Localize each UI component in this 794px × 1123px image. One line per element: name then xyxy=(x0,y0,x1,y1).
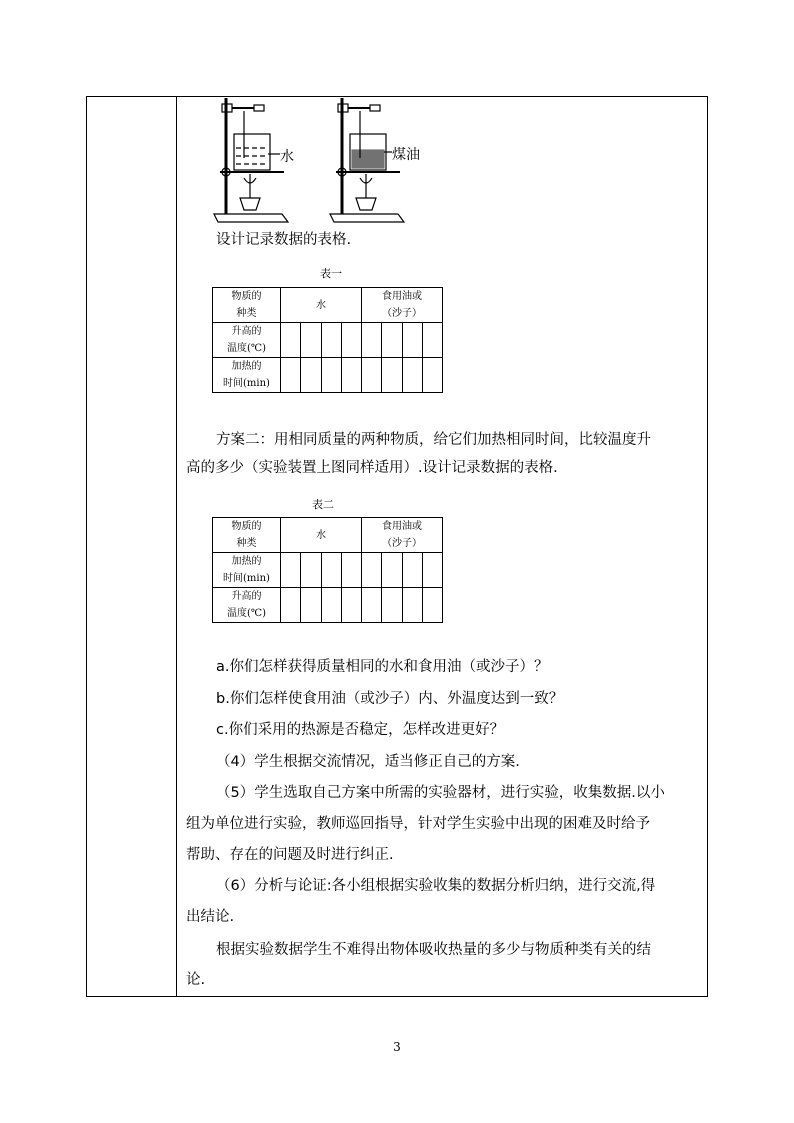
table-row xyxy=(213,553,443,588)
table2-row2-label: 升高的 温度(℃) xyxy=(213,588,281,623)
table2-oil-header: 食用油或 （沙子） xyxy=(362,518,443,553)
table2-water-header: 水 xyxy=(281,518,362,553)
table2-caption: 表二 xyxy=(312,498,334,511)
question-c: c.你们采用的热源是否稳定，怎样改进更好？ xyxy=(216,722,505,738)
table1-row1-label: 升高的 温度(℃) xyxy=(213,323,281,358)
plan2-line2: 高的多少（实验装置上图同样适用）.设计记录数据的表格. xyxy=(186,460,558,476)
table1-type-header: 物质的 种类 xyxy=(213,288,281,323)
table2-row1-label: 加热的 时间(min) xyxy=(213,553,281,588)
water-label: 水 xyxy=(280,149,294,165)
step-5-line3: 帮助、存在的问题及时进行纠正. xyxy=(186,847,394,863)
table1-oil-header: 食用油或 （沙子） xyxy=(362,288,443,323)
conclusion-line1: 根据实验数据学生不难得出物体吸收热量的多少与物质种类有关的结 xyxy=(216,942,651,958)
table2-type-header: 物质的 种类 xyxy=(213,518,281,553)
step-4: （4）学生根据交流情况，适当修正自己的方案. xyxy=(216,754,520,770)
table-row xyxy=(213,358,443,393)
table1-row2-label: 加热的 时间(min) xyxy=(213,358,281,393)
conclusion-line2: 论. xyxy=(186,972,206,988)
step-6-line1: （6）分析与论证:各小组根据实验收集的数据分析归纳，进行交流,得 xyxy=(216,878,656,894)
table1-caption: 表一 xyxy=(320,267,342,280)
page-number: 3 xyxy=(393,1040,401,1054)
experiment-apparatus xyxy=(210,98,450,226)
plan2-line1: 方案二：用相同质量的两种物质，给它们加热相同时间，比较温度升 xyxy=(216,432,651,448)
table1 xyxy=(212,287,443,393)
table-row xyxy=(213,588,443,623)
water-apparatus xyxy=(214,98,288,222)
kerosene-label: 煤油 xyxy=(392,147,420,163)
step-5-line1: （5）学生选取自己方案中所需的实验器材，进行实验，收集数据.以小 xyxy=(216,785,665,801)
question-b: b.你们怎样使食用油（或沙子）内、外温度达到一致？ xyxy=(216,691,564,707)
table1-water-header: 水 xyxy=(281,288,362,323)
question-a: a.你们怎样获得质量相同的水和食用油（或沙子）？ xyxy=(216,659,549,675)
column-divider xyxy=(176,97,177,996)
step-6-line2: 出结论. xyxy=(186,909,235,925)
table-row xyxy=(213,323,443,358)
step-5-line2: 组为单位进行实验，教师巡回指导，针对学生实验中出现的困难及时给予 xyxy=(186,816,650,832)
table2 xyxy=(212,517,443,623)
design-table-text: 设计记录数据的表格. xyxy=(216,232,352,248)
